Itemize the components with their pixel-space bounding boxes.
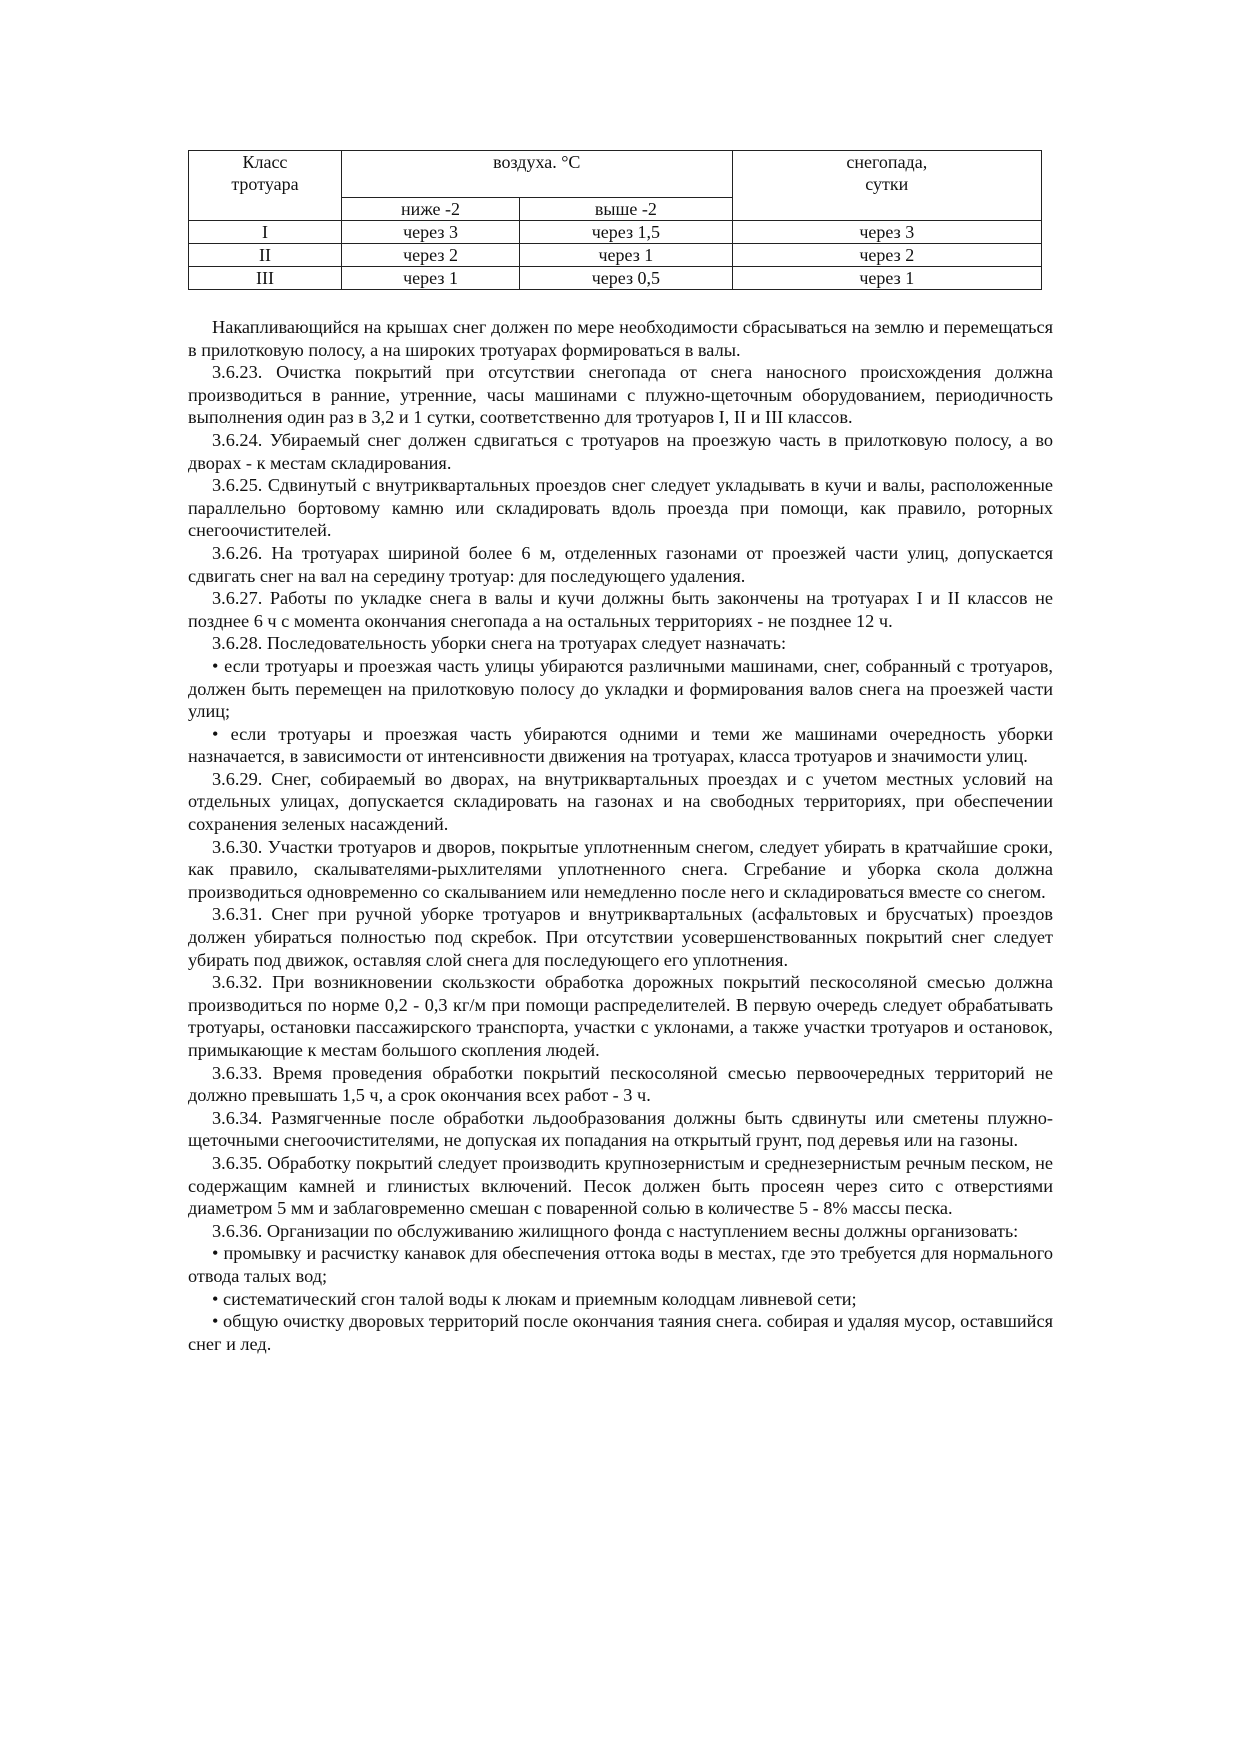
paragraph: Накапливающийся на крышах снег должен по мере необходимости сбрасываться на землю и перемещаться в прилотковую полосу, а на широких тротуарах формироваться в валы. bbox=[188, 317, 1053, 360]
document-page bbox=[188, 150, 1058, 1355]
cell-class: III bbox=[189, 267, 342, 290]
paragraph: 3.6.24. Убираемый снег должен сдвигаться с тротуаров на проезжую часть в прилотковую полосу, а во дворах - к местам складирования. bbox=[188, 429, 1053, 473]
paragraph: 3.6.35. Обработку покрытий следует производить крупнозернистым и среднезернистым речным песком, не содержащим камней и глинистых включений. Песок должен быть просеян через сито с отверстиями диаметром 5 мм и заблаговременно смешан с поваренной солью в количестве 5 - 8% массы песка. bbox=[188, 1152, 1053, 1219]
bullet-item: • общую очистку дворовых территорий после окончания таяния снега. собирая и удаляя мусор, оставшийся снег и лед. bbox=[188, 1311, 1053, 1354]
cell-below: через 2 bbox=[341, 244, 519, 267]
header-air-temp: воздуха. °C bbox=[341, 151, 732, 198]
cell-below: через 1 bbox=[341, 267, 519, 290]
paragraph: 3.6.34. Размягченные после обработки льдообразования должны быть сдвинуты или сметены плужно-щеточными снегоочистителями, не допуская их попадания на открытый грунт, под деревья или на газоны. bbox=[188, 1107, 1053, 1151]
bullet-item: • систематический сгон талой воды к люкам и приемным колодцам ливневой сети; bbox=[212, 1288, 857, 1309]
table-row bbox=[189, 221, 1042, 244]
header-below: ниже -2 bbox=[341, 198, 519, 221]
snow-removal-table bbox=[188, 150, 1042, 290]
paragraph: 3.6.29. Снег, собираемый во дворах, на внутриквартальных проездах и с учетом местных условий на отдельных улицах, допускается складировать на газонах и на свободных территориях, при обеспечении сохранения зеленых насаждений. bbox=[188, 768, 1053, 835]
paragraph: 3.6.36. Организации по обслуживанию жилищного фонда с наступлением весны должны организовать: bbox=[212, 1220, 1019, 1241]
cell-class: II bbox=[189, 244, 342, 267]
bullet-item: • промывку и расчистку канавок для обеспечения оттока воды в местах, где это требуется для нормального отвода талых вод; bbox=[188, 1243, 1053, 1286]
table-header-row bbox=[189, 151, 1042, 198]
paragraph: 3.6.32. При возникновении скользкости обработка дорожных покрытий пескосоляной смесью должна производиться по норме 0,2 - 0,3 кг/м при помощи распределителей. В первую очередь следует обрабатывать тротуары, остановки пассажирского транспорта, участки с уклонами, а также участки тротуаров и остановок, примыкающие к местам большого скопления людей. bbox=[188, 972, 1053, 1060]
header-above: выше -2 bbox=[520, 198, 732, 221]
bullet-item: • если тротуары и проезжая часть убираются одними и теми же машинами очередность уборки назначается, в зависимости от интенсивности движения на тротуарах, класса тротуаров и значимости улиц. bbox=[188, 723, 1053, 767]
table-row bbox=[189, 267, 1042, 290]
cell-snow: через 2 bbox=[732, 244, 1041, 267]
paragraph: 3.6.25. Сдвинутый с внутриквартальных проездов снег следует укладывать в кучи и валы, расположенные параллельно бортовому камню или складировать вдоль проезда при помощи, как правило, роторных снегоочистителей. bbox=[188, 475, 1053, 541]
paragraph: 3.6.28. Последовательность уборки снега на тротуарах следует назначать: bbox=[212, 633, 787, 654]
cell-above: через 0,5 bbox=[520, 267, 732, 290]
cell-class: I bbox=[189, 221, 342, 244]
header-snowfall: снегопада, сутки bbox=[732, 151, 1041, 221]
cell-above: через 1 bbox=[520, 244, 732, 267]
body-text bbox=[188, 316, 1053, 1355]
paragraph: 3.6.33. Время проведения обработки покрытий пескосоляной смесью первоочередных территорий не должно превышать 1,5 ч, а срок окончания всех работ - 3 ч. bbox=[188, 1062, 1053, 1106]
cell-snow: через 3 bbox=[732, 221, 1041, 244]
paragraph: 3.6.23. Очистка покрытий при отсутствии снегопада от снега наносного происхождения должна производиться в ранние, утренние, часы машинами с плужно-щеточным оборудованием, периодичность выполнения один раз в 3,2 и 1 сутки, соответственно для тротуаров I, II и III классов. bbox=[188, 362, 1053, 428]
bullet-item: • если тротуары и проезжая часть улицы убираются различными машинами, снег, собранный с тротуаров, должен быть перемещен на прилотковую полосу до укладки и формирования валов снега на проезжей части улиц; bbox=[188, 655, 1053, 722]
cell-snow: через 1 bbox=[732, 267, 1041, 290]
paragraph: 3.6.30. Участки тротуаров и дворов, покрытые уплотненным снегом, следует убирать в кратчайшие сроки, как правило, скалывателями-рыхлителями уплотненного снега. Сгребание и уборка скола должна производиться одновременно со скалыванием или немедленно после него и складироваться вместе со снегом. bbox=[188, 836, 1053, 902]
paragraph: 3.6.31. Снег при ручной уборке тротуаров и внутриквартальных (асфальтовых и брусчатых) проездов должен убираться полностью под скребок. При отсутствии усовершенствованных покрытий снег следует убирать под движок, оставляя слой снега для последующего его уплотнения. bbox=[188, 904, 1053, 970]
table-row bbox=[189, 244, 1042, 267]
paragraph: 3.6.27. Работы по укладке снега в валы и кучи должны быть закончены на тротуарах I и II классов не позднее 6 ч с момента окончания снегопада а на остальных территориях - не позднее 12 ч. bbox=[188, 588, 1053, 631]
cell-below: через 3 bbox=[341, 221, 519, 244]
cell-above: через 1,5 bbox=[520, 221, 732, 244]
paragraph: 3.6.26. На тротуарах шириной более 6 м, отделенных газонами от проезжей части улиц, допускается сдвигать снег на вал на середину тротуар: для последующего удаления. bbox=[188, 542, 1053, 586]
header-class: Класс тротуара bbox=[189, 151, 342, 221]
